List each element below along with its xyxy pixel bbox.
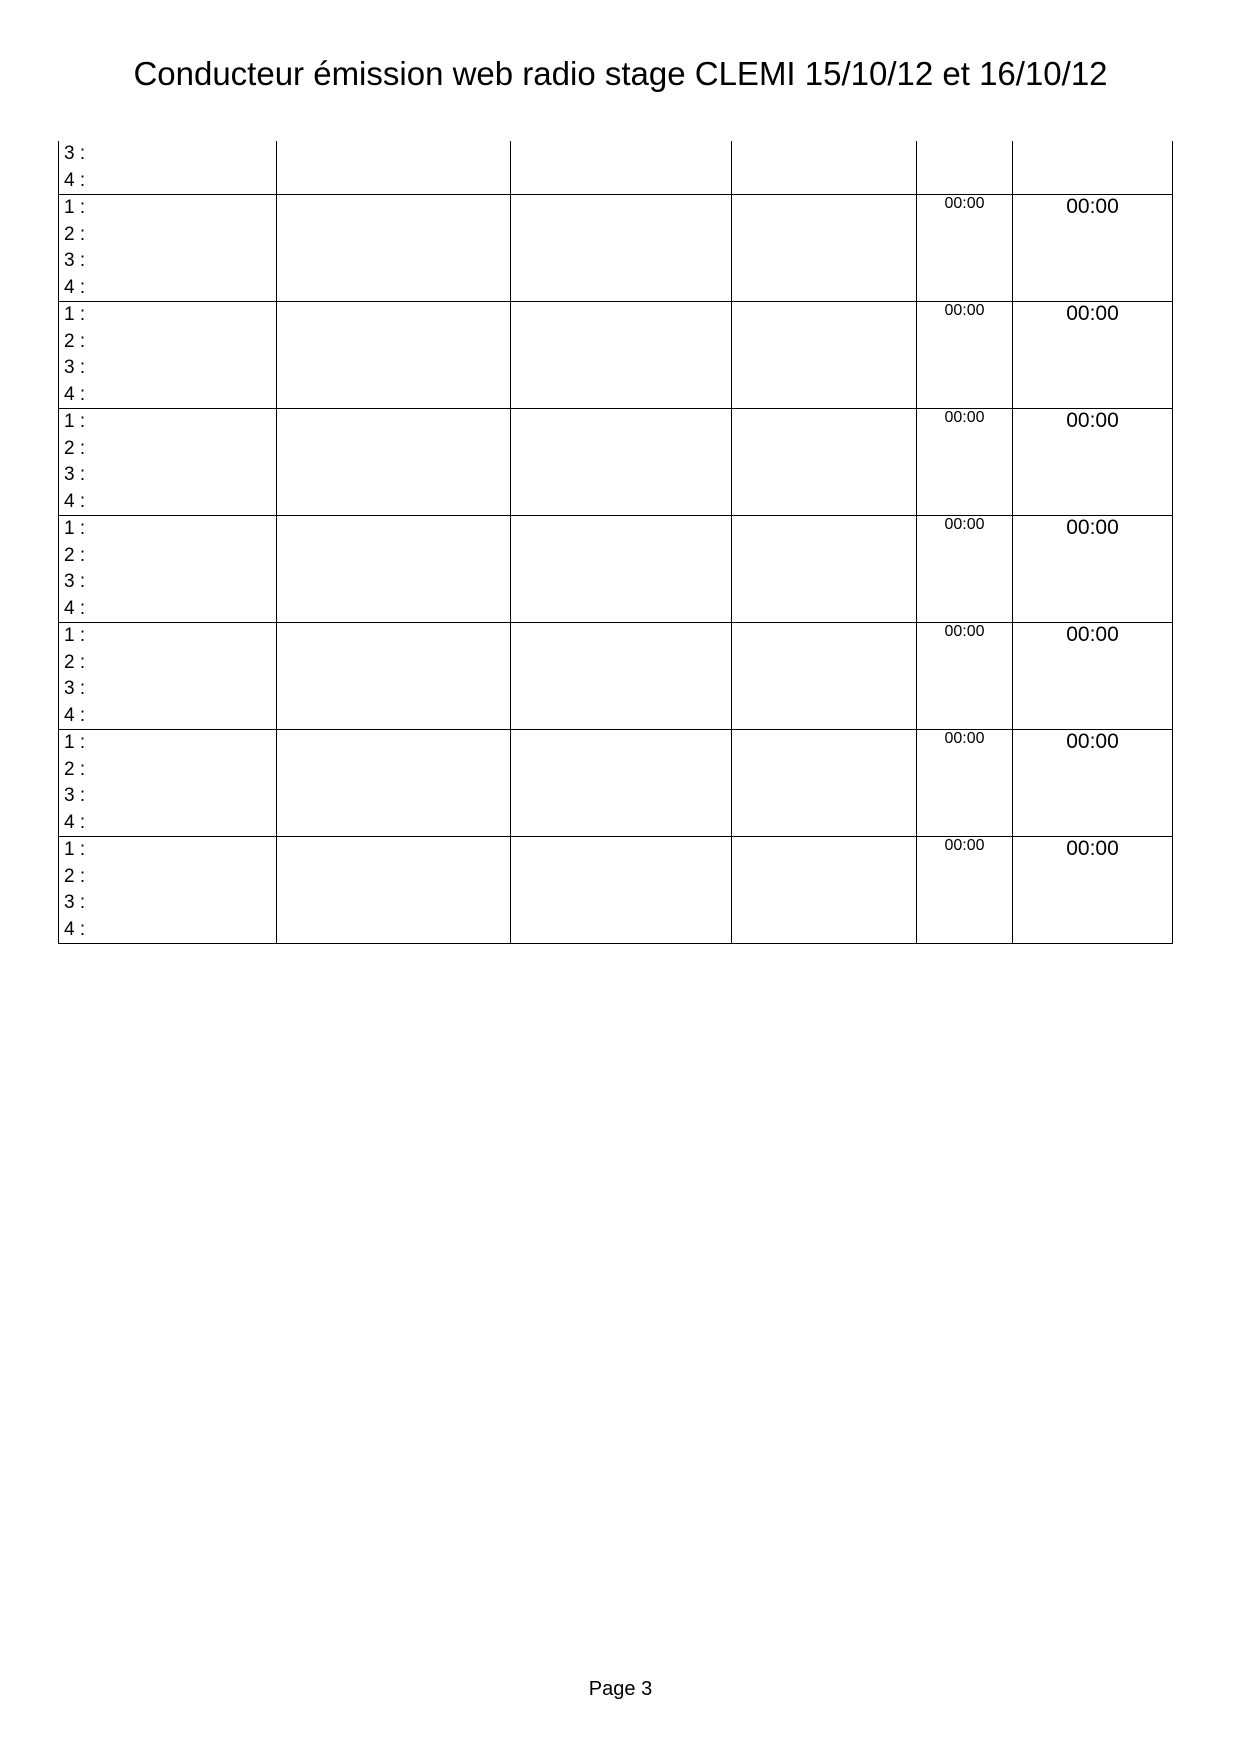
cumulative-time-cell: 00:00 (1013, 302, 1173, 409)
participant-line: 2 : (64, 223, 86, 245)
rundown-table (58, 141, 1173, 944)
row-participants-cell (59, 302, 277, 409)
participant-line: 3 : (64, 464, 86, 485)
content-cell (511, 302, 732, 409)
subject-cell (277, 302, 511, 409)
participant-line: 4 : (64, 490, 86, 512)
content-cell (511, 516, 732, 623)
cumulative-time-cell: 00:00 (1013, 516, 1173, 623)
row-participants-cell (59, 195, 277, 302)
participant-line: 3 : (64, 357, 86, 378)
subject-cell (277, 195, 511, 302)
table-row (59, 623, 1173, 730)
subject-cell (277, 516, 511, 623)
participant-line: 3 : (64, 678, 86, 699)
content-cell (511, 409, 732, 516)
participant-line: 1 : (64, 839, 86, 860)
participant-line: 1 : (64, 732, 86, 753)
table-row-continued (59, 141, 1173, 195)
table-row (59, 409, 1173, 516)
media-cell (732, 141, 917, 195)
media-cell (732, 623, 917, 730)
subject-cell (277, 623, 511, 730)
content-cell (511, 837, 732, 944)
cumulative-time-cell: 00:00 (1013, 730, 1173, 837)
content-cell (511, 730, 732, 837)
cumulative-time-cell: 00:00 (1013, 623, 1173, 730)
media-cell (732, 302, 917, 409)
participant-line: 3 : (64, 892, 86, 913)
duration-cell: 00:00 (917, 302, 1013, 409)
participant-line: 3 : (64, 571, 86, 592)
content-cell (511, 141, 732, 195)
duration-cell (917, 141, 1013, 195)
participant-line: 1 : (64, 625, 86, 646)
media-cell (732, 409, 917, 516)
row-participants-cell (59, 516, 277, 623)
participant-line: 4 : (64, 276, 86, 298)
table-row (59, 837, 1173, 944)
subject-cell (277, 730, 511, 837)
table-row (59, 302, 1173, 409)
participant-line: 2 : (64, 544, 86, 566)
subject-cell (277, 837, 511, 944)
duration-cell: 00:00 (917, 195, 1013, 302)
participant-line: 3 : (64, 250, 86, 271)
participant-line: 2 : (64, 758, 86, 780)
content-cell (511, 623, 732, 730)
row-participants-cell (59, 623, 277, 730)
page-number: Page 3 (588, 1678, 653, 1700)
table-row (59, 195, 1173, 302)
table-row (59, 730, 1173, 837)
subject-cell (277, 141, 511, 195)
row-participants-cell (59, 409, 277, 516)
participant-line: 1 : (64, 411, 86, 432)
media-cell (732, 516, 917, 623)
participant-line: 1 : (64, 304, 86, 325)
duration-cell: 00:00 (917, 516, 1013, 623)
rundown-table-body (59, 141, 1173, 944)
page-title: Conducteur émission web radio stage CLEMI 15/10/12 et 16/10/12 (133, 55, 1108, 92)
participant-line: 1 : (64, 197, 86, 218)
continued-row-participants-cell (59, 141, 277, 195)
participant-line: 2 : (64, 865, 86, 887)
participant-line: 4 : (64, 597, 86, 619)
participant-line: 4 : (64, 169, 86, 191)
row-participants-cell (59, 730, 277, 837)
participant-line: 2 : (64, 330, 86, 352)
participant-line: 2 : (64, 437, 86, 459)
content-cell (511, 195, 732, 302)
participant-line: 3 : (64, 143, 86, 164)
subject-cell (277, 409, 511, 516)
table-row (59, 516, 1173, 623)
participant-line: 1 : (64, 518, 86, 539)
duration-cell: 00:00 (917, 623, 1013, 730)
media-cell (732, 195, 917, 302)
duration-cell: 00:00 (917, 730, 1013, 837)
cumulative-time-cell: 00:00 (1013, 195, 1173, 302)
media-cell (732, 837, 917, 944)
participant-line: 4 : (64, 704, 86, 726)
duration-cell: 00:00 (917, 409, 1013, 516)
participant-line: 3 : (64, 785, 86, 806)
cumulative-time-cell: 00:00 (1013, 837, 1173, 944)
participant-line: 4 : (64, 918, 86, 940)
row-participants-cell (59, 837, 277, 944)
cumulative-time-cell (1013, 141, 1173, 195)
media-cell (732, 730, 917, 837)
participant-line: 4 : (64, 811, 86, 833)
duration-cell: 00:00 (917, 837, 1013, 944)
participant-line: 4 : (64, 383, 86, 405)
cumulative-time-cell: 00:00 (1013, 409, 1173, 516)
participant-line: 2 : (64, 651, 86, 673)
